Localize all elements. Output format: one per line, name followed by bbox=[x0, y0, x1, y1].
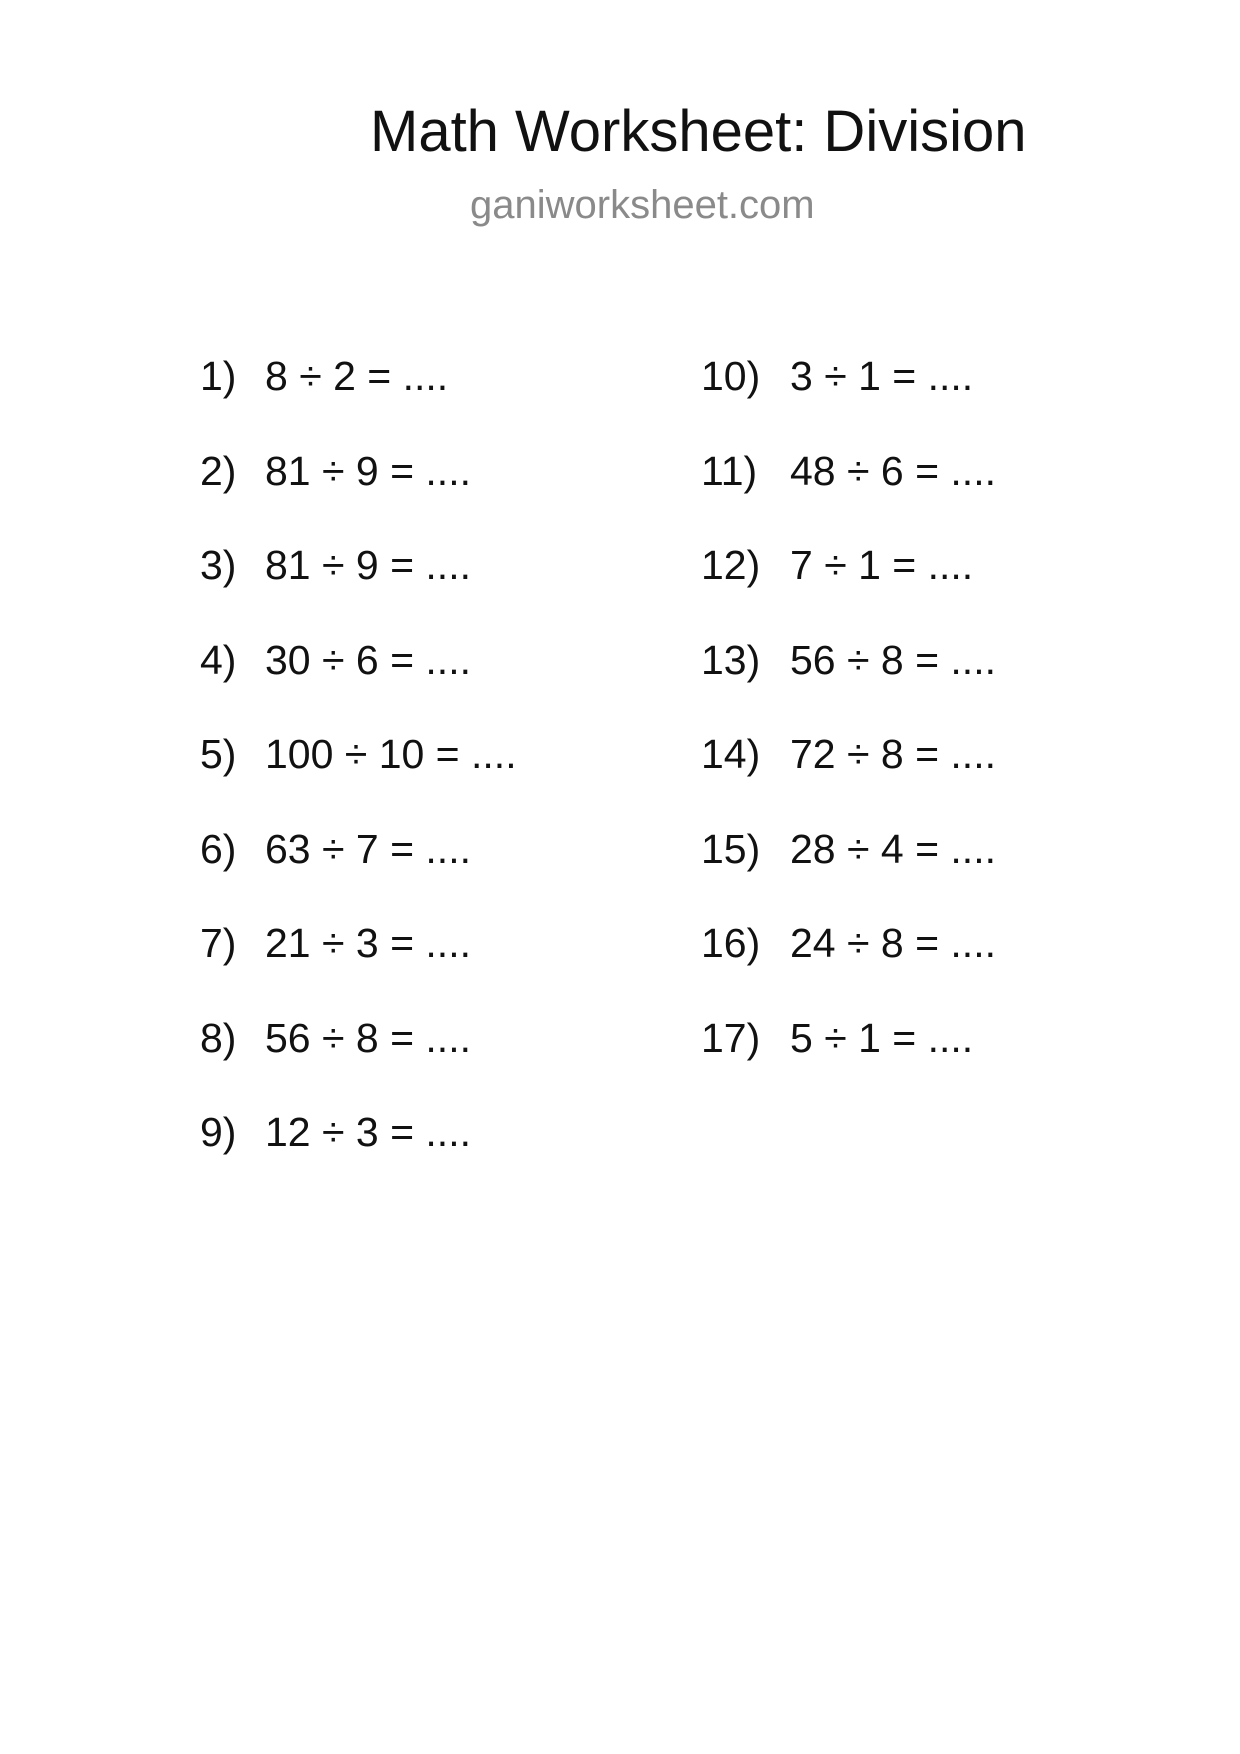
problem-expression: 72 ÷ 8 = .... bbox=[790, 731, 996, 777]
problem-expression: 3 ÷ 1 = .... bbox=[790, 353, 974, 399]
problem-number: 7) bbox=[200, 920, 237, 966]
problem-number: 6) bbox=[200, 825, 237, 872]
problem-item bbox=[200, 1106, 471, 1158]
problem-expression: 21 ÷ 3 = .... bbox=[265, 920, 471, 966]
problem-item bbox=[701, 823, 996, 875]
problem-number: 3) bbox=[200, 542, 237, 588]
problem-item bbox=[701, 350, 973, 402]
problem-expression: 30 ÷ 6 = .... bbox=[265, 636, 471, 683]
problem-item bbox=[200, 917, 471, 969]
problem-number: 4) bbox=[200, 636, 237, 683]
problem-expression: 12 ÷ 3 = .... bbox=[265, 1109, 471, 1155]
problem-item bbox=[701, 634, 996, 686]
page-title: Math Worksheet: Division bbox=[370, 99, 1027, 164]
problem-expression: 56 ÷ 8 = .... bbox=[265, 1014, 471, 1061]
problem-number: 8) bbox=[200, 1014, 237, 1061]
problem-expression: 5 ÷ 1 = .... bbox=[790, 1014, 974, 1061]
problem-item bbox=[200, 823, 471, 875]
problem-item bbox=[701, 1012, 973, 1064]
problem-expression: 81 ÷ 9 = .... bbox=[265, 542, 471, 588]
problem-expression: 81 ÷ 9 = .... bbox=[265, 447, 471, 494]
problem-number: 10) bbox=[701, 353, 761, 399]
problem-number: 1) bbox=[200, 353, 237, 399]
problem-item bbox=[200, 350, 448, 402]
problem-expression: 28 ÷ 4 = .... bbox=[790, 825, 996, 872]
problem-item bbox=[701, 445, 996, 497]
problem-item bbox=[200, 634, 471, 686]
problem-expression: 56 ÷ 8 = .... bbox=[790, 636, 996, 683]
problem-expression: 63 ÷ 7 = .... bbox=[265, 825, 471, 872]
problem-item bbox=[200, 539, 471, 591]
problem-number: 5) bbox=[200, 731, 237, 777]
problem-item bbox=[200, 445, 471, 497]
site-url: ganiworksheet.com bbox=[470, 183, 815, 227]
problem-item bbox=[200, 1012, 471, 1064]
problem-number: 9) bbox=[200, 1109, 237, 1155]
problem-number: 13) bbox=[701, 636, 761, 683]
problem-number: 17) bbox=[701, 1014, 761, 1061]
problem-number: 15) bbox=[701, 825, 761, 872]
problem-number: 12) bbox=[701, 542, 761, 588]
problem-number: 16) bbox=[701, 920, 761, 966]
problem-item bbox=[701, 917, 996, 969]
problem-number: 11) bbox=[701, 447, 758, 494]
problem-item bbox=[200, 728, 517, 780]
problem-item bbox=[701, 539, 973, 591]
problem-expression: 24 ÷ 8 = .... bbox=[790, 920, 996, 966]
problem-expression: 8 ÷ 2 = .... bbox=[265, 353, 449, 399]
problem-number: 2) bbox=[200, 447, 237, 494]
problem-expression: 100 ÷ 10 = .... bbox=[265, 731, 517, 777]
problem-expression: 48 ÷ 6 = .... bbox=[790, 447, 996, 494]
problem-item bbox=[701, 728, 996, 780]
problem-number: 14) bbox=[701, 731, 761, 777]
problem-expression: 7 ÷ 1 = .... bbox=[790, 542, 974, 588]
